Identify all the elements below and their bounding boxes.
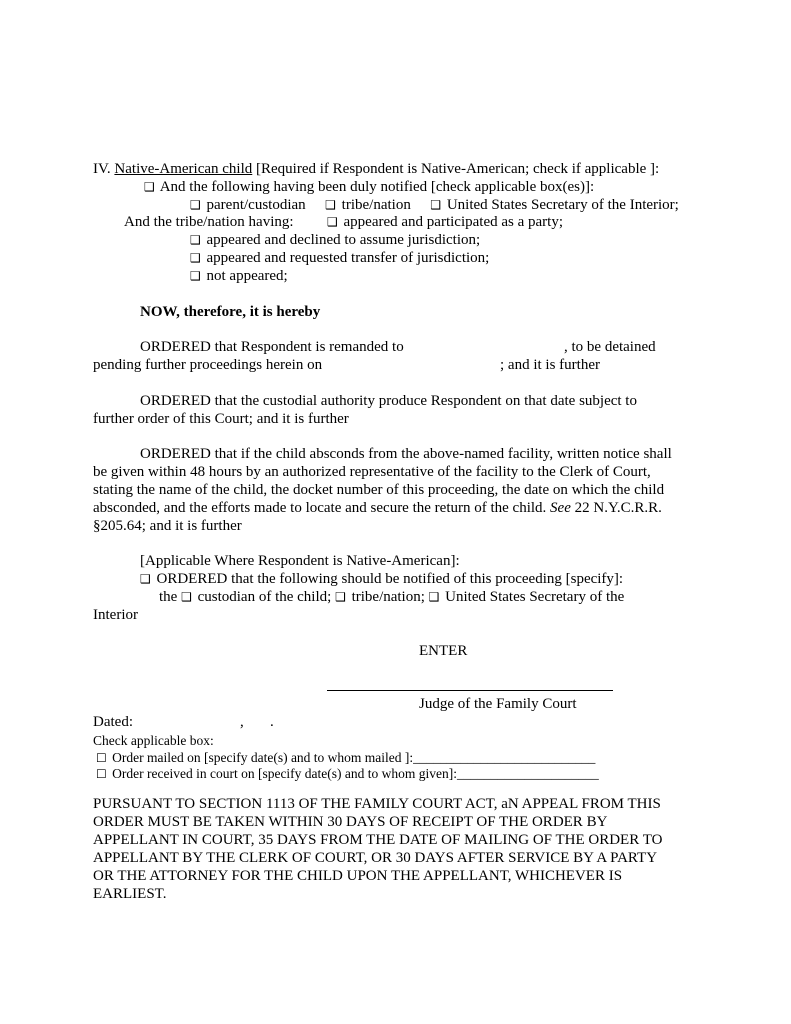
order1-text-d: ; and it is further: [500, 357, 600, 373]
order3-line4-text: absconded, and the efforts made to locate and secure the return of the child.: [93, 500, 547, 516]
dated-comma: ,: [240, 714, 244, 730]
native-ordered-row: [140, 571, 623, 589]
notified-row: [144, 179, 594, 197]
checkbox-icon[interactable]: ❑: [190, 233, 201, 247]
order3-line2: be given within 48 hours by an authorized representative of the facility to the Clerk of Court,: [93, 464, 651, 480]
enter-label: ENTER: [419, 643, 468, 659]
appeal-line1: PURSUANT TO SECTION 1113 OF THE FAMILY COURT ACT, aN APPEAL FROM THIS: [93, 796, 661, 812]
transfer-row: [190, 250, 489, 268]
order3-line1: ORDERED that if the child absconds from the above-named facility, written notice shall: [140, 446, 672, 462]
option-parent-custodian: parent/custodian: [206, 197, 306, 213]
checkbox-icon[interactable]: ❑: [144, 180, 155, 194]
section-title: Native-American child: [114, 161, 253, 177]
option-tribe-nation: tribe/nation: [341, 197, 411, 213]
option-not-appeared: not appeared;: [206, 268, 288, 284]
option-declined: appeared and declined to assume jurisdiction;: [206, 232, 481, 248]
signature-line: [327, 690, 613, 691]
option-secretary-native: United States Secretary of the: [445, 589, 625, 605]
order-mailed-text: Order mailed on [specify date(s) and to whom mailed ]:___________________________: [112, 750, 596, 765]
appeal-line6: EARLIEST.: [93, 886, 167, 902]
not-appeared-row: [190, 268, 288, 286]
citation-nycrr: 22 N.Y.C.R.R.: [574, 500, 662, 516]
appeal-line3: APPELLANT IN COURT, 35 DAYS FROM THE DATE OF MAILING OF THE ORDER TO: [93, 832, 663, 848]
checkbox-icon[interactable]: ❑: [190, 269, 201, 283]
declined-row: [190, 232, 480, 250]
order-received-row: [96, 765, 599, 784]
applicable-native-american: [Applicable Where Respondent is Native-American]:: [140, 553, 460, 569]
checkbox-icon[interactable]: ❑: [181, 590, 192, 604]
option-participated: appeared and participated as a party;: [343, 214, 563, 230]
section-heading-row: [93, 161, 659, 179]
order3-line4: [93, 500, 662, 518]
order3-line3: stating the name of the child, the docket number of this proceeding, the date on which the child: [93, 482, 665, 498]
checkbox-icon[interactable]: ☐: [96, 767, 107, 781]
order-received-text: Order received in court on [specify date(s) and to whom given]:_____________________: [112, 766, 599, 781]
checkbox-icon[interactable]: ❑: [428, 590, 440, 604]
order3-line5: §205.64; and it is further: [93, 518, 242, 534]
now-therefore-heading: NOW, therefore, it is hereby: [140, 304, 321, 320]
native-ordered-text: ORDERED that the following should be notified of this proceeding [specify]:: [156, 571, 624, 587]
native-options-row: [159, 589, 624, 607]
appeal-line5: OR THE ATTORNEY FOR THE CHILD UPON THE APPELLANT, WHICHEVER IS: [93, 868, 623, 884]
checkbox-icon[interactable]: ❑: [190, 251, 201, 265]
order1-text-b: , to be detained: [564, 339, 656, 355]
checkbox-icon[interactable]: ❑: [335, 590, 346, 604]
appeal-line2: ORDER MUST BE TAKEN WITHIN 30 DAYS OF RECEIPT OF THE ORDER BY: [93, 814, 608, 830]
checkbox-icon[interactable]: ❑: [327, 215, 338, 229]
judge-label: Judge of the Family Court: [419, 696, 577, 712]
section-note: [Required if Respondent is Native-American; check if applicable ]:: [256, 161, 660, 177]
dated-period: .: [270, 714, 274, 730]
check-applicable-label: Check applicable box:: [93, 733, 214, 748]
option-custodian-child: custodian of the child;: [197, 589, 332, 605]
see-citation-signal: See: [550, 500, 571, 516]
checkbox-icon[interactable]: ❑: [325, 198, 336, 212]
option-transfer: appeared and requested transfer of jurisdiction;: [206, 250, 490, 266]
option-tribe-nation-native: tribe/nation;: [351, 589, 425, 605]
interior-label: Interior: [93, 607, 138, 623]
checkbox-icon[interactable]: ❑: [140, 572, 151, 586]
notified-label: And the following having been duly notified [check applicable box(es)]:: [159, 179, 595, 195]
native-the-label: the: [159, 589, 178, 605]
appeal-line4: APPELLANT BY THE CLERK OF COURT, OR 30 DAYS AFTER SERVICE BY A PARTY: [93, 850, 658, 866]
option-secretary-interior: United States Secretary of the Interior;: [446, 197, 679, 213]
section-roman-numeral: IV.: [93, 161, 111, 177]
participated-row: [327, 214, 563, 232]
notified-options-row: [190, 197, 679, 215]
dated-label: Dated:: [93, 714, 133, 730]
tribe-having-label: And the tribe/nation having:: [124, 214, 294, 230]
checkbox-icon[interactable]: ❑: [430, 198, 442, 212]
order1-text-a: ORDERED that Respondent is remanded to: [140, 339, 404, 355]
order2-line2: further order of this Court; and it is further: [93, 411, 349, 427]
order1-text-c: pending further proceedings herein on: [93, 357, 323, 373]
order2-line1: ORDERED that the custodial authority produce Respondent on that date subject to: [140, 393, 637, 409]
checkbox-icon[interactable]: ❑: [190, 198, 201, 212]
checkbox-icon[interactable]: ☐: [96, 751, 107, 765]
